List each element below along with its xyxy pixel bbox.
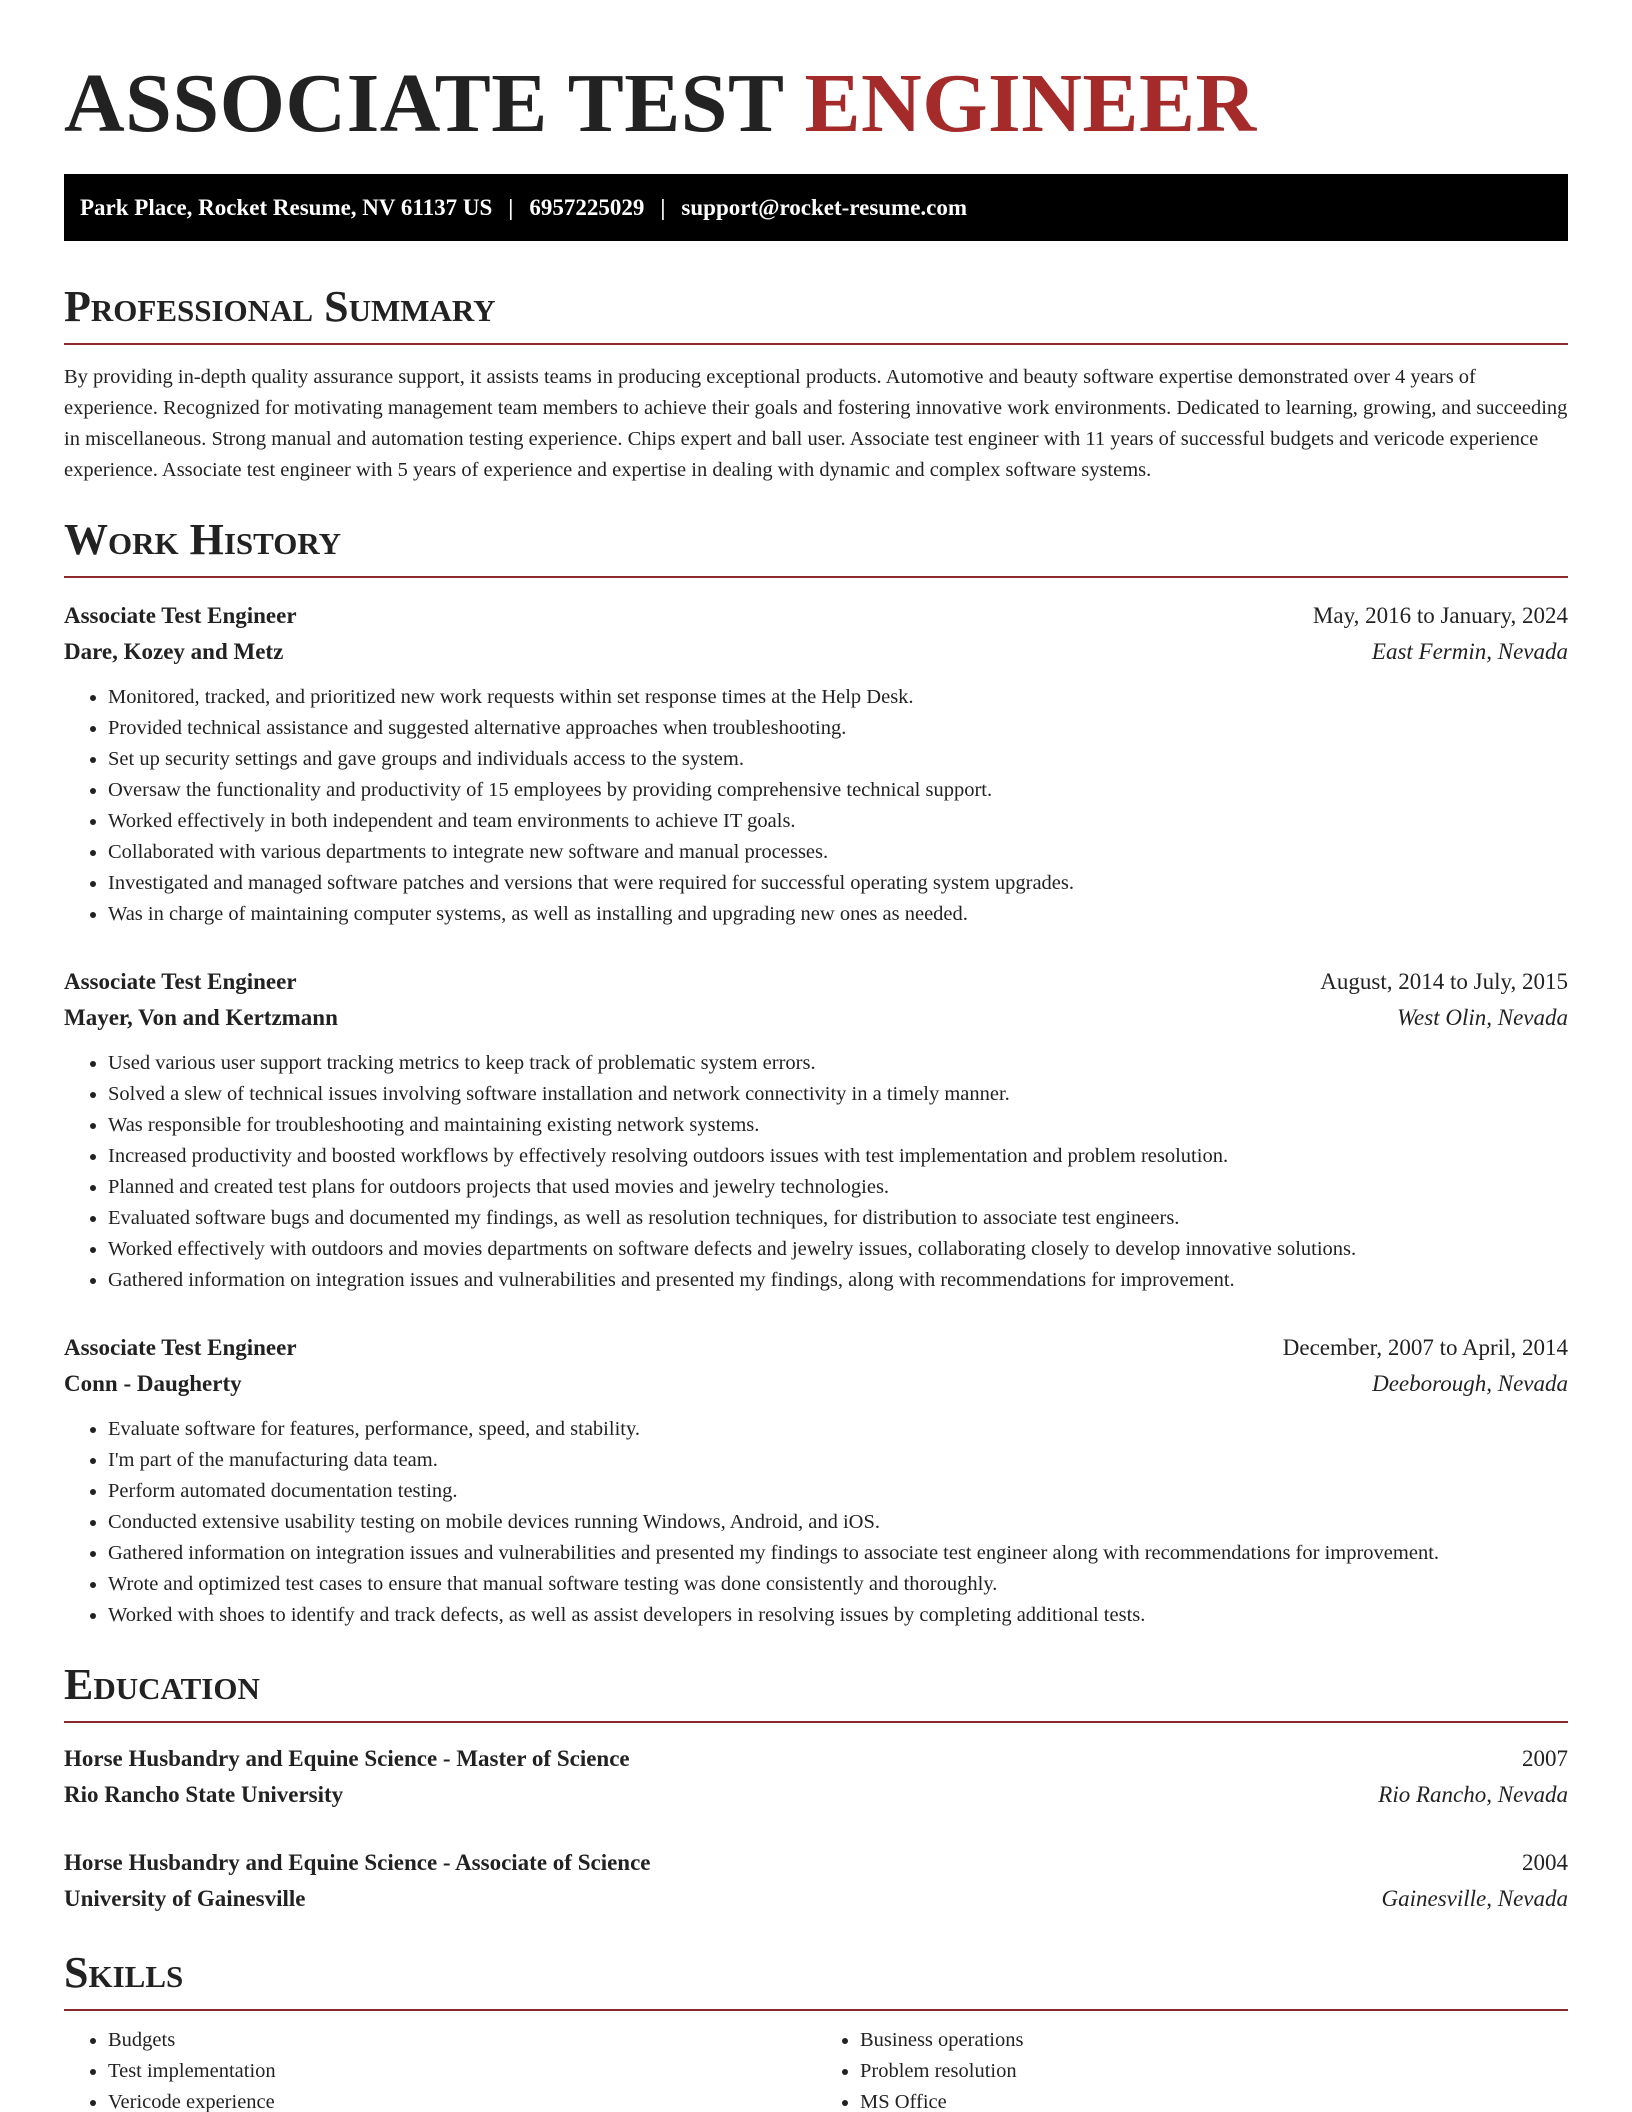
job-location: East Fermin, Nevada	[1371, 639, 1568, 664]
job-bullet: • Was responsible for troubleshooting and maintaining existing network systems.	[108, 1110, 1568, 1141]
job-bullet: • Increased productivity and boosted workflows by effectively resolving outdoors issues with test implementation and problem resolution.	[108, 1141, 1568, 1172]
job-entry	[64, 598, 1568, 930]
summary-heading: Professional Summary	[64, 282, 496, 331]
skill-item: • Business operations	[860, 2025, 1568, 2056]
skills-column-right	[816, 2025, 1568, 2112]
education-degree: Horse Husbandry and Equine Science - Associate of Science	[64, 1850, 651, 1875]
job-bullet: • Planned and created test plans for outdoors projects that used movies and jewelry technologies.	[108, 1172, 1568, 1203]
job-dates: December, 2007 to April, 2014	[1282, 1335, 1568, 1360]
section-divider	[64, 343, 1568, 345]
education-heading: Education	[64, 1660, 260, 1709]
job-bullet: • Conducted extensive usability testing on mobile devices running Windows, Android, and iOS.	[108, 1507, 1568, 1538]
summary-text: By providing in-depth quality assurance support, it assists teams in producing exceptional products. Automotive and beauty software expertise demonstrated over 4 years of experience. Recognized for motivating management team members to achieve their goals and fostering innovative work environments. Dedicated to learning, growing, and succeeding in miscellaneous. Strong manual and automation testing experience. Chips expert and ball user. Associate test engineer with 11 years of successful budgets and vericode experience experience. Associate test engineer with 5 years of experience and expertise in dealing with dynamic and complex software systems.	[64, 366, 1568, 481]
job-bullet: • Worked effectively with outdoors and movies departments on software defects and jewelry issues, collaborating closely to develop innovative solutions.	[108, 1234, 1568, 1265]
job-role: Associate Test Engineer	[64, 969, 297, 994]
job-company: Conn - Daugherty	[64, 1371, 242, 1396]
job-location: West Olin, Nevada	[1397, 1005, 1568, 1030]
job-bullet: • Used various user support tracking metrics to keep track of problematic system errors.	[108, 1048, 1568, 1079]
skills-heading: Skills	[64, 1948, 184, 1997]
education-year: 2004	[1522, 1850, 1568, 1875]
job-company: Mayer, Von and Kertzmann	[64, 1005, 338, 1030]
job-bullet: • Investigated and managed software patches and versions that were required for successful operating system upgrades.	[108, 868, 1568, 899]
skill-item: • Problem resolution	[860, 2056, 1568, 2087]
job-bullet: • Solved a slew of technical issues involving software installation and network connectivity in a timely manner.	[108, 1079, 1568, 1110]
job-bullet: • Was in charge of maintaining computer systems, as well as installing and upgrading new ones as needed.	[108, 899, 1568, 930]
job-bullets	[64, 682, 1568, 930]
education-school: University of Gainesville	[64, 1886, 306, 1911]
education-school: Rio Rancho State University	[64, 1782, 344, 1807]
skills-grid	[64, 2025, 1568, 2112]
job-bullet: • Set up security settings and gave groups and individuals access to the system.	[108, 744, 1568, 775]
job-bullet: • Collaborated with various departments to integrate new software and manual processes.	[108, 837, 1568, 868]
education-year: 2007	[1522, 1746, 1568, 1771]
name-first: ASSOCIATE TEST	[64, 57, 784, 150]
job-bullet: • Gathered information on integration issues and vulnerabilities and presented my findings, along with recommendations for improvement.	[108, 1265, 1568, 1296]
job-bullet: • I'm part of the manufacturing data team.	[108, 1445, 1568, 1476]
work-history-heading: Work History	[64, 515, 342, 564]
job-bullet: • Perform automated documentation testing.	[108, 1476, 1568, 1507]
contact-phone: 6957225029	[529, 194, 645, 220]
job-entry	[64, 1330, 1568, 1631]
job-bullet: • Monitored, tracked, and prioritized new work requests within set response times at the Help Desk.	[108, 682, 1568, 713]
job-entry	[64, 964, 1568, 1296]
contact-separator: |	[508, 194, 514, 220]
job-dates: May, 2016 to January, 2024	[1312, 603, 1568, 628]
resume-name	[64, 54, 1568, 154]
job-bullet: • Evaluated software bugs and documented my findings, as well as resolution techniques, for distribution to associate test engineers.	[108, 1203, 1568, 1234]
name-last: ENGINEER	[804, 57, 1257, 150]
section-divider	[64, 576, 1568, 578]
contact-address: Park Place, Rocket Resume, NV 61137 US	[80, 194, 493, 220]
job-bullet: • Worked effectively in both independent and team environments to achieve IT goals.	[108, 806, 1568, 837]
contact-bar	[64, 174, 1568, 241]
job-bullet: • Evaluate software for features, performance, speed, and stability.	[108, 1414, 1568, 1445]
job-role: Associate Test Engineer	[64, 1335, 297, 1360]
education-location: Rio Rancho, Nevada	[1378, 1782, 1568, 1807]
skill-item: • Test implementation	[108, 2056, 816, 2087]
contact-separator: |	[660, 194, 666, 220]
skills-column-left	[64, 2025, 816, 2112]
skill-item: • Budgets	[108, 2025, 816, 2056]
education-location: Gainesville, Nevada	[1381, 1886, 1568, 1911]
education-degree: Horse Husbandry and Equine Science - Master of Science	[64, 1746, 630, 1771]
job-role: Associate Test Engineer	[64, 603, 297, 628]
section-divider	[64, 2009, 1568, 2011]
job-bullet: • Gathered information on integration issues and vulnerabilities and presented my findings to associate test engineer along with recommendations for improvement.	[108, 1538, 1568, 1569]
job-bullets	[64, 1414, 1568, 1631]
education-entry	[64, 1741, 1568, 1813]
job-bullet: • Oversaw the functionality and productivity of 15 employees by providing comprehensive technical support.	[108, 775, 1568, 806]
job-location: Deeborough, Nevada	[1372, 1371, 1568, 1396]
job-bullet: • Wrote and optimized test cases to ensure that manual software testing was done consistently and thoroughly.	[108, 1569, 1568, 1600]
contact-email: support@rocket-resume.com	[681, 194, 968, 220]
skill-item: • MS Office	[860, 2087, 1568, 2112]
job-bullets	[64, 1048, 1568, 1296]
education-entry	[64, 1845, 1568, 1917]
job-dates: August, 2014 to July, 2015	[1320, 969, 1568, 994]
section-divider	[64, 1721, 1568, 1723]
job-bullet: • Worked with shoes to identify and track defects, as well as assist developers in resolving issues by completing additional tests.	[108, 1600, 1568, 1631]
job-company: Dare, Kozey and Metz	[64, 639, 284, 664]
skill-item: • Vericode experience	[108, 2087, 816, 2112]
job-bullet: • Provided technical assistance and suggested alternative approaches when troubleshooting.	[108, 713, 1568, 744]
